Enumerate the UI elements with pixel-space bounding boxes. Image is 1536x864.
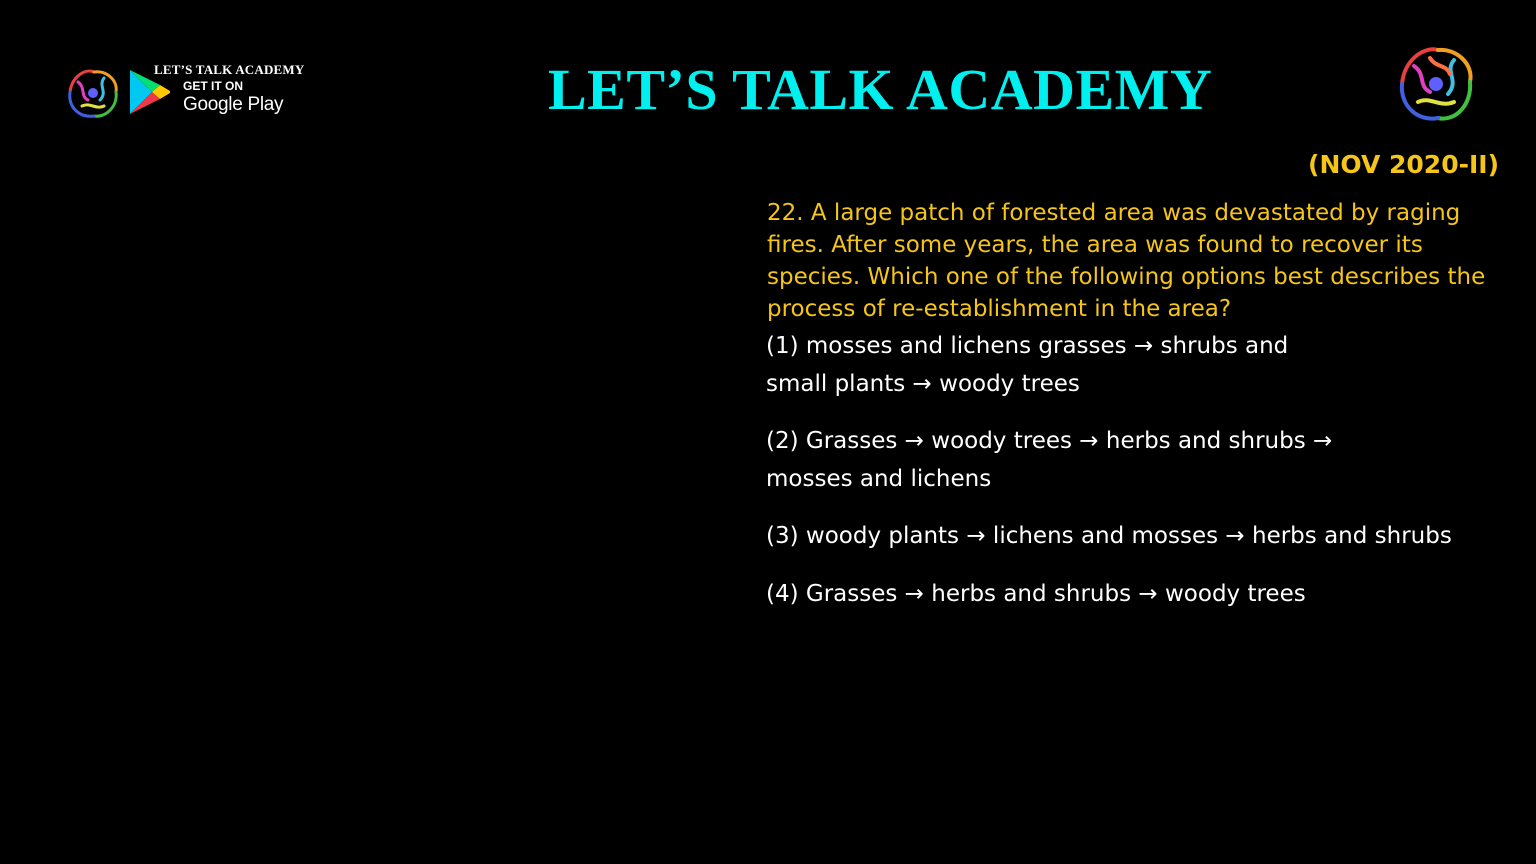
page-title: LET’S TALK ACADEMY xyxy=(548,57,1213,122)
app-store-badge[interactable] xyxy=(58,58,328,128)
exam-tag: (NOV 2020-II) xyxy=(1308,150,1499,179)
option-3: (3) woody plants → lichens and mosses → herbs and shrubs xyxy=(766,523,1452,549)
question-text: 22. A large patch of forested area was devastated by raging fires. After some years, the area was found to recover its species. Which one of the following options best describes the process of re-establishment in the area? xyxy=(767,200,1486,322)
lta-logo-icon xyxy=(1390,38,1482,130)
lta-logo-icon xyxy=(60,62,126,124)
badge-academy-name: LET’S TALK ACADEMY xyxy=(154,62,305,77)
badge-get-it-on: GET IT ON xyxy=(183,79,243,93)
option-4: (4) Grasses → herbs and shrubs → woody trees xyxy=(766,581,1306,607)
option-1: (1) mosses and lichens grasses → shrubs and small plants → woody trees xyxy=(766,333,1289,397)
option-2: (2) Grasses → woody trees → herbs and shrubs → mosses and lichens xyxy=(766,428,1333,492)
badge-store-name: Google Play xyxy=(183,94,284,115)
